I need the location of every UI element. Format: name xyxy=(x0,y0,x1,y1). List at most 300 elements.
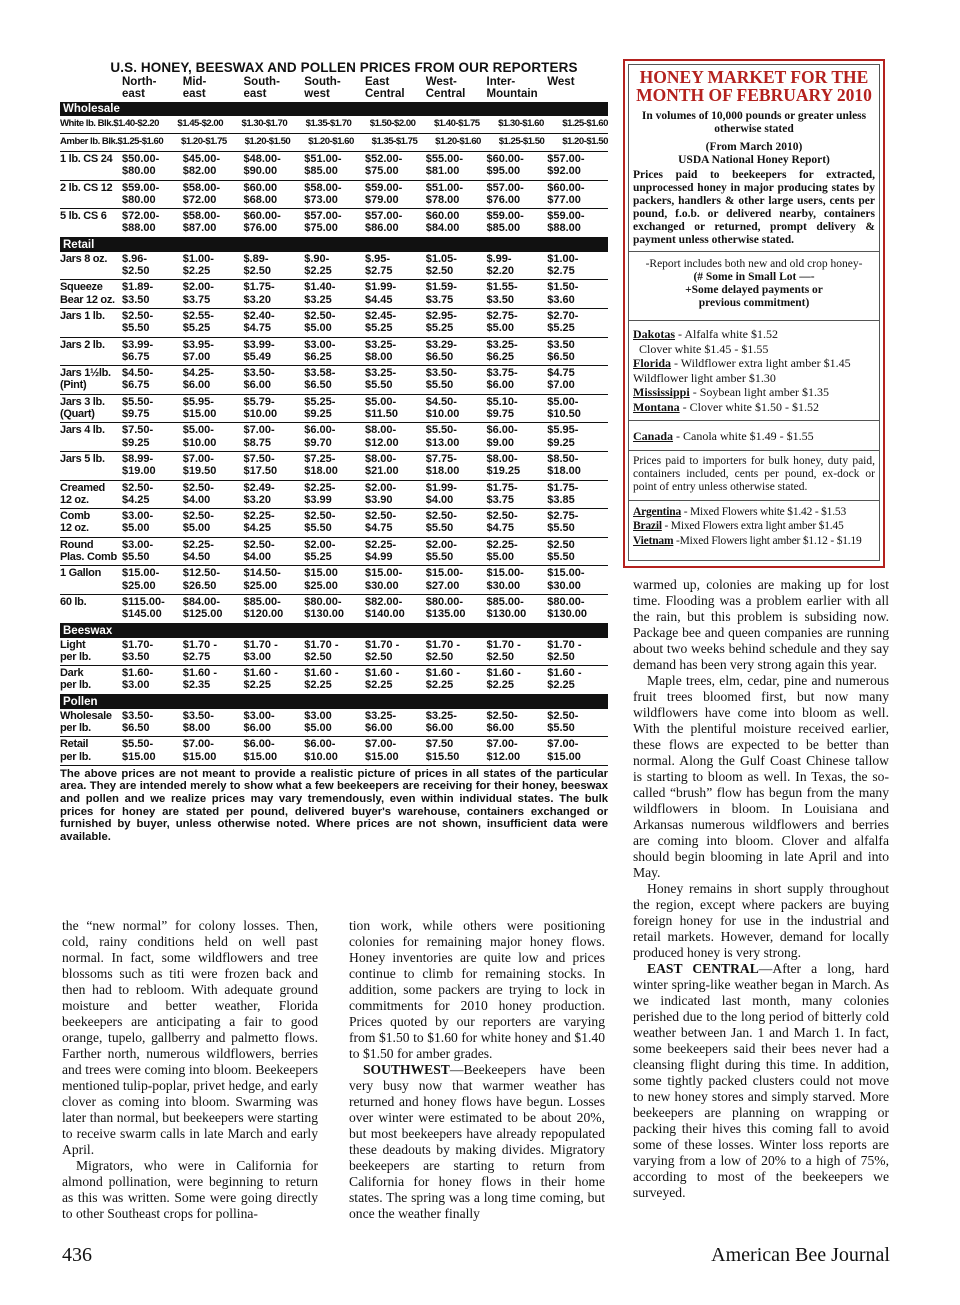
price-cell: $2.50- $4.00 xyxy=(243,538,275,564)
sidebar-divider xyxy=(629,450,879,451)
price-cell: $3.95- $7.00 xyxy=(182,338,214,363)
price-cell: $3.50- $6.00 xyxy=(243,367,275,392)
price-cell: $60.00- $77.00 xyxy=(547,181,585,206)
place-name: Dakotas xyxy=(633,327,676,341)
price-cell: $3.25- $6.00 xyxy=(365,709,397,734)
price-text: - Mixed Flowers white $1.42 - $1.53 xyxy=(681,505,846,518)
row-label: Round Plas. Comb xyxy=(60,538,117,564)
row-label: Wholesale per lb. xyxy=(60,709,112,734)
price-cell: $8.99- $19.00 xyxy=(122,452,156,478)
article-column-2 xyxy=(349,918,605,1222)
price-cell: $5.50- $13.00 xyxy=(425,424,460,449)
place-name: Vietnam xyxy=(633,534,674,547)
price-cell: $59.00- $85.00 xyxy=(486,210,524,235)
price-cell: $3.25- $6.25 xyxy=(486,338,518,363)
price-cell: $1.20-$1.60 xyxy=(308,136,354,147)
header-spacer xyxy=(60,76,122,102)
price-cell: $2.49- $3.20 xyxy=(243,481,275,506)
row-label: Retail per lb. xyxy=(60,738,91,763)
price-cell: $3.99- $5.49 xyxy=(243,338,275,363)
price-cell: $1.50- $3.60 xyxy=(547,281,579,306)
price-cell: $57.00- $92.00 xyxy=(547,153,585,178)
price-cell: $6.00- $9.00 xyxy=(486,424,518,449)
price-cell: $6.00- $15.00 xyxy=(243,738,278,763)
price-cell: $7.25- $18.00 xyxy=(304,452,338,478)
region-heading: East Central xyxy=(365,76,405,100)
price-cell: $1.89- $3.50 xyxy=(122,281,154,306)
price-row xyxy=(60,338,608,367)
price-cell: $85.00- $120.00 xyxy=(243,595,284,621)
price-cell: $2.00- $5.50 xyxy=(425,538,457,564)
paragraph-text: Maple trees, elm, cedar, pine and numerous fruit trees bloomed first, but now many wildflowers have come into bloom as well. With the plentiful moisture received earlier, these flows are expected to be better than normal. Along the Gulf Coast Chinese tallow is starting to bloom as well. In Texas, the so-called “brush” flow has begun from the many wildflowers in bloom. In Louisiana and Arkansas numerous wildflowers and berries are coming into bloom. Clover and alfalfa should begin blooming in late April and into May. xyxy=(633,673,889,880)
price-cell: $3.25- $6.00 xyxy=(425,709,457,734)
price-cell: $2.50- $5.50 xyxy=(547,709,579,734)
place-name: Canada xyxy=(633,429,674,443)
price-row xyxy=(60,709,608,738)
journal-name: American Bee Journal xyxy=(711,1244,890,1266)
price-cell: $57.00- $75.00 xyxy=(304,210,342,235)
price-cell: $1.40- $3.25 xyxy=(304,281,336,306)
price-cell: $2.25- $4.25 xyxy=(243,510,275,535)
price-cell: $82.00- $140.00 xyxy=(365,595,405,621)
price-cell: $6.00- $10.00 xyxy=(304,738,338,763)
row-label: Comb 12 oz. xyxy=(60,510,90,535)
price-cell: $.95- $2.75 xyxy=(365,252,393,278)
region-heading: West- Central xyxy=(425,76,466,100)
price-cell: $4.25- $6.00 xyxy=(182,367,214,392)
price-cell: $2.50- $5.00 xyxy=(304,309,336,335)
price-cell: $1.70 - $3.00 xyxy=(243,638,278,663)
price-cell: $8.00- $19.25 xyxy=(486,452,521,478)
sidebar-divider xyxy=(629,420,879,421)
price-cell: $5.10- $9.75 xyxy=(486,395,518,421)
row-label: Squeeze Bear 12 oz. xyxy=(60,281,115,306)
paragraph xyxy=(633,881,889,961)
price-cell: $1.20-$1.75 xyxy=(181,136,227,147)
price-cell: $1.70 - $2.75 xyxy=(182,638,217,663)
volume-note: In volumes of 10,000 pounds or greater unless otherwise stated xyxy=(641,110,867,135)
price-text: - Clover white $1.50 - $1.52 xyxy=(679,399,819,414)
article-column-1 xyxy=(62,918,318,1222)
price-row xyxy=(60,152,608,181)
price-cell: $5.00- $10.00 xyxy=(182,424,217,449)
price-cell: $2.25- $5.00 xyxy=(486,538,518,564)
price-cell: $15.00- $30.00 xyxy=(365,567,403,592)
price-text: Clover white $1.45 - $1.55 xyxy=(633,341,769,356)
row-label: Jars 1 lb. xyxy=(60,309,105,322)
price-cell: $3.50- $6.50 xyxy=(122,709,154,734)
price-row xyxy=(60,638,608,667)
price-cell: $5.50- $9.75 xyxy=(122,395,154,421)
price-cell: $2.50- $4.25 xyxy=(122,481,154,506)
price-cell: $7.75- $18.00 xyxy=(425,452,460,478)
price-cell: $.89- $2.50 xyxy=(243,252,272,278)
price-cell: $8.50- $18.00 xyxy=(547,452,581,478)
price-cell: $1.70 - $2.50 xyxy=(547,638,582,663)
region-heading: North- east xyxy=(122,76,157,100)
price-row xyxy=(60,252,608,281)
price-cell: $1.60- $3.00 xyxy=(122,667,154,692)
price-cell: $60.00- $95.00 xyxy=(486,153,524,178)
price-cell: $2.50- $5.50 xyxy=(425,510,457,535)
paragraph xyxy=(62,1158,318,1222)
source-note: (From March 2010) USDA National Honey Report) xyxy=(678,141,830,166)
price-cell: $3.99- $6.75 xyxy=(122,338,154,363)
price-row xyxy=(60,181,608,210)
price-cell: $1.25-$1.60 xyxy=(562,118,608,129)
paragraph xyxy=(349,918,605,1062)
price-cell: $85.00- $130.00 xyxy=(486,595,527,621)
paragraph xyxy=(633,961,889,1201)
price-cell: $2.55- $5.25 xyxy=(182,309,214,335)
price-cell: $5.95- $9.25 xyxy=(547,424,579,449)
price-cell: $3.25- $5.50 xyxy=(365,367,397,392)
price-cell: $45.00- $82.00 xyxy=(182,153,221,178)
place-name: Argentina xyxy=(633,505,682,518)
price-cell: $1.45-$2.00 xyxy=(177,118,224,129)
sidebar-divider xyxy=(629,320,879,321)
region-lead: EAST CENTRAL xyxy=(647,961,759,976)
price-cell: $4.75 $7.00 xyxy=(547,367,575,392)
article-column-3 xyxy=(633,577,889,1201)
price-cell: $5.50- $15.00 xyxy=(122,738,156,763)
region-heading: Inter- Mountain xyxy=(486,76,538,100)
region-heading: Mid- east xyxy=(182,76,207,100)
row-label: Jars 2 lb. xyxy=(60,338,105,351)
price-cell: $1.00- $2.25 xyxy=(182,252,214,278)
price-cell: $58.00- $72.00 xyxy=(182,181,221,206)
price-cell: White lb. Blk.$1.40-$2.20 xyxy=(60,118,159,129)
paragraph xyxy=(349,1062,605,1222)
price-cell: $3.00- $5.50 xyxy=(122,538,154,564)
price-row xyxy=(60,280,608,309)
region-lead: SOUTHWEST xyxy=(363,1062,450,1077)
price-cell: $2.50- $4.00 xyxy=(182,481,214,506)
price-row xyxy=(60,566,608,595)
price-row xyxy=(60,737,608,766)
report-note: -Report includes both new and old crop honey- xyxy=(645,258,863,270)
price-row xyxy=(60,509,608,538)
price-cell: $59.00- $79.00 xyxy=(365,181,403,206)
price-cell: $1.20-$1.50 xyxy=(562,136,608,147)
price-cell: $60.00 $68.00 xyxy=(243,181,278,206)
price-row xyxy=(60,309,608,338)
price-text: - Mixed Flowers extra light amber $1.45 xyxy=(661,520,844,532)
price-cell: $2.50- $5.00 xyxy=(182,510,214,535)
price-cell: $2.50- $5.50 xyxy=(122,309,154,335)
price-cell: $6.00- $9.70 xyxy=(304,424,336,449)
price-cell: $2.50- $5.50 xyxy=(304,510,336,535)
price-cell: $3.50 $6.50 xyxy=(547,338,575,363)
section-band: Wholesale xyxy=(60,102,608,116)
row-label: Jars 1½lb. (Pint) xyxy=(60,367,111,392)
price-cell: $1.70 - $2.50 xyxy=(486,638,521,663)
region-heading: South- west xyxy=(304,76,341,100)
price-cell: $2.25- $4.99 xyxy=(365,538,397,564)
price-cell: $3.50- $5.50 xyxy=(425,367,457,392)
row-label: Jars 4 lb. xyxy=(60,424,105,437)
price-row xyxy=(60,366,608,395)
price-cell: $1.75- $3.20 xyxy=(243,281,275,306)
price-row xyxy=(60,395,608,424)
price-cell: $5.00- $11.50 xyxy=(365,395,399,421)
price-cell: $7.00- $15.00 xyxy=(547,738,581,763)
price-cell: $2.50- $4.75 xyxy=(365,510,397,535)
price-cell: $15.00 $25.00 xyxy=(304,567,338,592)
price-cell: $.90- $2.25 xyxy=(304,252,332,278)
price-line xyxy=(633,371,875,386)
price-cell: $1.35-$1.75 xyxy=(371,136,418,147)
price-cell: $.99- $2.20 xyxy=(486,252,515,278)
price-cell: $1.70 - $2.50 xyxy=(304,638,339,663)
sidebar-divider xyxy=(629,500,879,501)
paragraph-text: tion work, while others were positioning colonies for remaining major honey flows. Honey inventories are quite low and prices continue to climb for remaining stocks. In addition, some packers are trying to lock in commitments for 2010 honey production. Prices quoted by our reporters are varying from $1.50 to $1.60 for white honey and $1.40 to $1.50 for amber grades. xyxy=(349,918,605,1061)
price-cell: $2.25- $3.99 xyxy=(304,481,336,506)
price-cell: $72.00- $88.00 xyxy=(122,210,160,235)
price-cell: $3.50- $8.00 xyxy=(182,709,214,734)
row-label: Light per lb. xyxy=(60,638,91,663)
price-cell: $58.00- $87.00 xyxy=(182,210,221,235)
price-cell: $15.00- $30.00 xyxy=(486,567,524,592)
price-cell: $1.99- $4.45 xyxy=(365,281,397,306)
price-line xyxy=(633,385,875,400)
price-cell: $1.05- $2.50 xyxy=(425,252,457,278)
price-cell: $1.20-$1.60 xyxy=(435,136,481,147)
row-label: 5 lb. CS 6 xyxy=(60,210,107,223)
price-cell: $1.60 - $2.25 xyxy=(486,667,521,692)
price-cell: $1.60 - $2.25 xyxy=(365,667,400,692)
price-cell: $1.75- $3.85 xyxy=(547,481,579,506)
price-cell: $58.00- $73.00 xyxy=(304,181,342,206)
price-cell: $4.50- $6.75 xyxy=(122,367,154,392)
price-row xyxy=(60,134,608,152)
row-label: 1 Gallon xyxy=(60,567,101,580)
price-cell: $7.00- $15.00 xyxy=(182,738,217,763)
price-cell: $12.50- $26.50 xyxy=(182,567,221,592)
price-cell: $1.60 - $2.25 xyxy=(425,667,460,692)
row-label: Creamed 12 oz. xyxy=(60,481,105,506)
price-cell: $60.00 $84.00 xyxy=(425,210,460,235)
price-cell: $3.00- $6.00 xyxy=(243,709,275,734)
price-cell: $7.50 $15.50 xyxy=(425,738,460,763)
row-label: Dark per lb. xyxy=(60,667,91,692)
price-cell: $14.50- $25.00 xyxy=(243,567,281,592)
price-cell: $7.50- $9.25 xyxy=(122,424,154,449)
domestic-prices xyxy=(633,327,875,414)
price-cell: $1.70- $3.50 xyxy=(122,638,154,663)
price-row xyxy=(60,666,608,695)
price-cell: $7.00- $15.00 xyxy=(365,738,399,763)
price-cell: $52.00- $75.00 xyxy=(365,153,403,178)
price-cell: $57.00- $76.00 xyxy=(486,181,524,206)
paragraph xyxy=(62,918,318,1158)
sidebar-divider xyxy=(629,251,879,252)
price-cell: $1.70 - $2.50 xyxy=(365,638,400,663)
price-cell: $115.00- $145.00 xyxy=(122,595,165,621)
price-text: - Alfalfa white $1.52 xyxy=(675,327,778,341)
place-name: Mississippi xyxy=(633,385,690,399)
legend-note: (# Some in Small Lot —- +Some delayed payments or previous commitment) xyxy=(685,271,823,309)
price-cell: $59.00- $80.00 xyxy=(122,181,160,206)
price-cell: $5.95- $15.00 xyxy=(182,395,217,421)
price-cell: $1.59- $3.75 xyxy=(425,281,457,306)
region-heading: South- east xyxy=(243,76,280,100)
page-number: 436 xyxy=(62,1244,92,1266)
price-cell: $15.00- $27.00 xyxy=(425,567,464,592)
canada-price xyxy=(633,429,875,444)
price-row xyxy=(60,116,608,134)
price-cell: $3.75- $6.00 xyxy=(486,367,518,392)
price-row xyxy=(60,538,608,567)
price-cell: $2.50- $6.00 xyxy=(486,709,518,734)
price-cell: $8.00- $21.00 xyxy=(365,452,399,478)
price-cell: $.96- $2.50 xyxy=(122,252,150,278)
paragraph xyxy=(633,673,889,881)
price-cell: $2.00- $3.90 xyxy=(365,481,397,506)
paragraph xyxy=(633,577,889,673)
row-label: Jars 8 oz. xyxy=(60,252,108,265)
honey-market-sidebar xyxy=(623,59,885,568)
paragraph-text: —Beekeepers have been very busy now that warmer weather has returned and honey flows have begun. Losses over winter were estimated to be about 20%, but most beekeepers have already repopulated these deadouts by making divides. Migratory beekeepers are starting to return from California for honey flows in their home states. The spring was a long time coming, but once the weather finally xyxy=(349,1062,605,1221)
price-row xyxy=(60,595,608,624)
row-label: 60 lb. xyxy=(60,595,87,608)
price-line xyxy=(633,400,875,415)
price-text: -Mixed Flowers light amber $1.12 - $1.19 xyxy=(673,534,862,547)
price-cell: $50.00- $80.00 xyxy=(122,153,160,178)
price-cell: $1.75- $3.75 xyxy=(486,481,518,506)
price-cell: $1.25-$1.50 xyxy=(498,136,545,147)
price-cell: $1.50-$2.00 xyxy=(369,118,416,129)
price-cell: $1.55- $3.50 xyxy=(486,281,518,306)
section-band: Beeswax xyxy=(60,624,608,638)
price-cell: $1.30-$1.70 xyxy=(241,118,288,129)
region-header xyxy=(60,76,608,102)
price-cell: $60.00- $76.00 xyxy=(243,210,281,235)
price-row xyxy=(60,452,608,481)
price-cell: $15.00- $25.00 xyxy=(122,567,160,592)
price-cell: $80.00- $130.00 xyxy=(547,595,588,621)
price-cell: $1.00- $2.75 xyxy=(547,252,579,278)
table-title: U.S. HONEY, BEESWAX AND POLLEN PRICES FROM OUR REPORTERS xyxy=(110,60,578,75)
price-cell: $1.60 - $2.25 xyxy=(547,667,582,692)
price-cell: $3.00- $5.00 xyxy=(122,510,154,535)
row-label: Jars 5 lb. xyxy=(60,452,105,465)
price-cell: $2.50- $4.75 xyxy=(486,510,518,535)
price-line xyxy=(633,534,875,549)
price-cell: $3.00- $6.25 xyxy=(304,338,336,363)
price-cell: $7.50- $17.50 xyxy=(243,452,278,478)
price-cell: $1.60 - $2.25 xyxy=(243,667,278,692)
price-cell: $4.50- $10.00 xyxy=(425,395,460,421)
paragraph-text: —After a long, hard winter spring-like weather began in March. As we indicated last month, many colonies perished due to the long period of bitterly cold weather between Jan. 1 and March 1. In fact, some beekeepers said their bees never had a cleansing flight during this time. In addition, some tightly packed clusters could not move to new honey stores and simply starved. More beekeepers are planning on wrapping or packing their hives this coming fall to avoid some of these losses. Winter loss reports are varying from a low of 20% to a high of 75%, according to most of the beekeepers we surveyed. xyxy=(633,961,889,1200)
price-cell: $5.00- $10.50 xyxy=(547,395,581,421)
price-cell: $2.45- $5.25 xyxy=(365,309,397,335)
price-cell: $59.00- $88.00 xyxy=(547,210,585,235)
price-cell: $2.40- $4.75 xyxy=(243,309,275,335)
price-text: Wildflower light amber $1.30 xyxy=(633,370,776,385)
sidebar-title: HONEY MARKET FOR THE MONTH OF FEBRUARY 2010 xyxy=(636,67,872,105)
price-cell: $7.00- $12.00 xyxy=(486,738,521,763)
price-cell: $1.30-$1.60 xyxy=(498,118,544,129)
importers-note: Prices paid to importers for bulk honey, duty paid, containers included, cents per pound, ex-dock or point of entry unless otherwise stated. xyxy=(633,454,875,493)
price-line xyxy=(633,342,875,357)
price-cell: $2.75- $5.50 xyxy=(547,510,579,535)
price-cell: $1.70 - $2.50 xyxy=(425,638,460,663)
price-cell: $1.35-$1.70 xyxy=(305,118,352,129)
row-label: Jars 3 lb. (Quart) xyxy=(60,395,105,421)
price-cell: $2.00- $3.75 xyxy=(182,281,214,306)
price-text: - Soybean light amber $1.35 xyxy=(689,385,830,399)
price-text: - Canola white $1.49 - $1.55 xyxy=(673,429,814,443)
paragraph-text: warmed up, colonies are making up for lost time. Flooding was a problem earlier with all the rain, but this problem is subsiding now. Package bee and queen companies are running about two weeks behind schedule and they say demand has been very strong again this year. xyxy=(633,577,889,672)
price-cell: $57.00- $86.00 xyxy=(365,210,403,235)
price-cell: $1.20-$1.50 xyxy=(244,136,291,147)
table-note: The above prices are not meant to provide a realistic picture of prices in all states of the particular area. They are intended merely to show what a few beekeepers are receiving for their honey, beeswax and pollen and we realize prices may vary tremendously, even within individual states. The bulk prices for honey are stated per pound, delivered buyer's warehouse, containers exchanged or furnished by buyer, unless otherwise noted. Where prices are not shown, insufficient data were available. xyxy=(60,767,608,843)
price-cell: $1.60 - $2.35 xyxy=(182,667,217,692)
place-name: Florida xyxy=(633,356,671,370)
sidebar-inner xyxy=(628,64,880,561)
price-line xyxy=(633,519,875,534)
price-cell: $5.25- $9.25 xyxy=(304,395,336,421)
price-cell: $51.00- $78.00 xyxy=(425,181,464,206)
price-row xyxy=(60,481,608,510)
region-heading: West xyxy=(547,76,575,88)
price-cell: $7.00- $19.50 xyxy=(182,452,217,478)
price-cell: $1.99- $4.00 xyxy=(425,481,457,506)
price-cell: $2.25- $4.50 xyxy=(182,538,214,564)
price-cell: $84.00- $125.00 xyxy=(182,595,223,621)
price-cell: $8.00- $12.00 xyxy=(365,424,399,449)
price-cell: $51.00- $85.00 xyxy=(304,153,342,178)
price-row xyxy=(60,423,608,452)
price-cell: $80.00- $135.00 xyxy=(425,595,466,621)
price-cell: $2.95- $5.25 xyxy=(425,309,457,335)
section-band: Pollen xyxy=(60,695,608,709)
price-cell: $3.25- $8.00 xyxy=(365,338,397,363)
row-label: 2 lb. CS 12 xyxy=(60,181,113,194)
price-cell: $5.79- $10.00 xyxy=(243,395,278,421)
price-line xyxy=(633,356,875,371)
price-cell: $2.50 $5.50 xyxy=(547,538,575,564)
price-cell: $80.00- $130.00 xyxy=(304,595,345,621)
price-table xyxy=(60,60,608,843)
price-cell: $3.58- $6.50 xyxy=(304,367,336,392)
price-line xyxy=(633,327,875,342)
price-line xyxy=(633,505,875,520)
price-cell: $15.00- $30.00 xyxy=(547,567,585,592)
price-cell: $1.60 - $2.25 xyxy=(304,667,339,692)
place-name: Montana xyxy=(633,399,680,414)
price-cell: $3.00 $5.00 xyxy=(304,709,332,734)
paragraph-text: Migrators, who were in California for almond pollination, were beginning to return as this was written. Some were going directly to other Southeast crops for pollina- xyxy=(62,1158,318,1221)
import-prices xyxy=(633,505,875,549)
price-cell: $1.40-$1.75 xyxy=(433,118,480,129)
price-cell: $48.00- $90.00 xyxy=(243,153,281,178)
paragraph-text: the “new normal” for colony losses. Then, cold, rainy conditions held on well past normal. In fact, some wildflowers and tree blossoms such as titi were frozen back and then had to rebloom. With adequate ground moisture and better weather, Florida beekeepers are anticipating a fair to good orange, tupelo, gallberry and palmetto flows. Farther north, numerous wildflowers, berries and trees were coming into bloom. Beekeepers mentioned tulip-poplar, privet hedge, and early clover as coming into bloom. Swarming was later than normal, but beekeepers were starting to receive swarm calls in late March and early April. xyxy=(62,918,318,1157)
price-cell: $3.29- $6.50 xyxy=(425,338,457,363)
price-cell: $7.00- $8.75 xyxy=(243,424,275,449)
price-cell: $55.00- $81.00 xyxy=(425,153,464,178)
price-cell: $2.70- $5.25 xyxy=(547,309,579,335)
section-band: Retail xyxy=(60,238,608,252)
paragraph-text: Honey remains in short supply throughout the region, except where packers are buying foreign honey for use in the industrial and retail markets. However, demand for locally produced honey is very strong. xyxy=(633,881,889,960)
prices-paid-note: Prices paid to beekeepers for extracted, unprocessed honey in major producing states by packers, handlers & other large users, cents per pound, f.o.b. or delivered nearby, containers exchanged or returned, prompt delivery & payment unless otherwise stated. xyxy=(633,169,875,246)
row-label: 1 lb. CS 24 xyxy=(60,153,113,165)
price-text: - Wildflower extra light amber $1.45 xyxy=(671,356,851,370)
table-sections xyxy=(60,102,608,766)
price-cell: Amber lb. Blk.$1.25-$1.60 xyxy=(60,136,164,147)
place-name: Brazil xyxy=(633,520,662,532)
